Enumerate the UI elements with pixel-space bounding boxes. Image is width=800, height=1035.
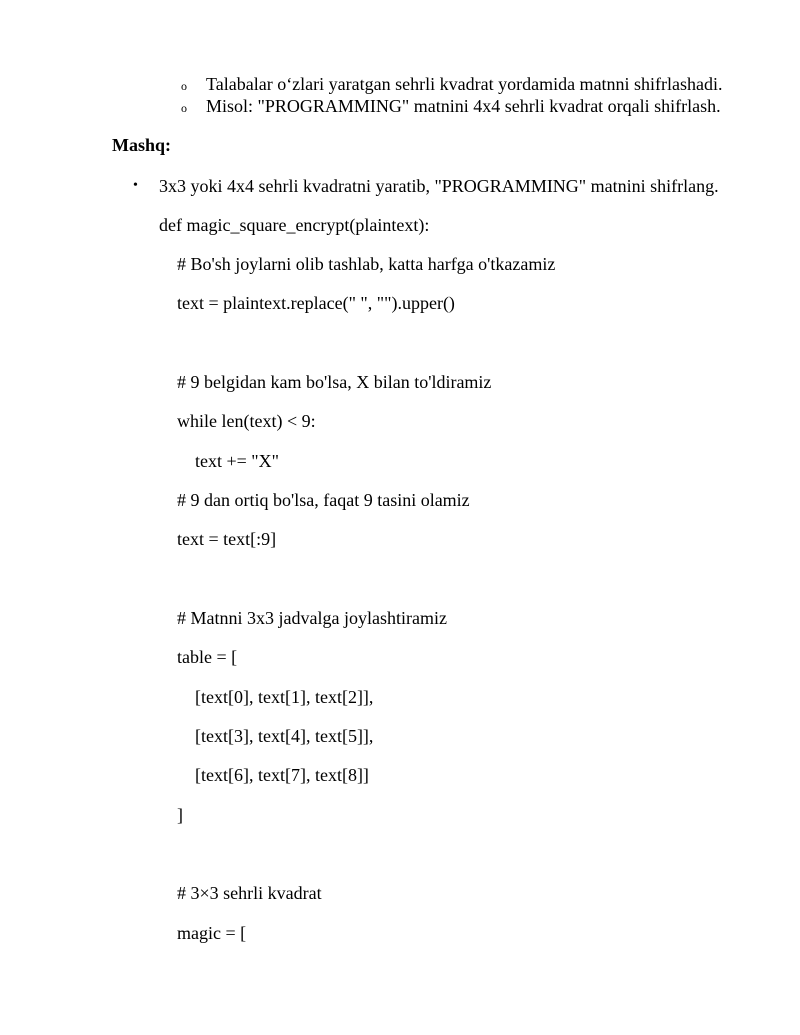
sub-list-item: Misol: "PROGRAMMING" matnini 4x4 sehrli kvadrat orqali shifrlash. — [206, 96, 721, 116]
code-line: magic = [ — [177, 923, 247, 943]
sub-bullet-icon: o — [181, 101, 187, 115]
code-line: # 9 belgidan kam bo'lsa, X bilan to'ldiramiz — [177, 372, 492, 392]
code-line: text = plaintext.replace(" ", "").upper() — [177, 293, 455, 313]
code-line: # 9 dan ortiq bo'lsa, faqat 9 tasini olamiz — [177, 490, 470, 510]
code-line: text += "X" — [195, 451, 279, 471]
code-line: # 3×3 sehrli kvadrat — [177, 883, 322, 903]
code-line: text = text[:9] — [177, 529, 277, 549]
bullet-icon: • — [133, 178, 138, 193]
code-line: table = [ — [177, 647, 238, 667]
code-line: [text[3], text[4], text[5]], — [195, 726, 374, 746]
sub-bullet-icon: o — [181, 79, 187, 93]
code-line: # Bo'sh joylarni olib tashlab, katta harfga o'tkazamiz — [177, 254, 556, 274]
code-line: ] — [177, 805, 183, 825]
code-line: # Matnni 3x3 jadvalga joylashtiramiz — [177, 608, 447, 628]
code-line: def magic_square_encrypt(plaintext): — [159, 215, 430, 235]
code-line: while len(text) < 9: — [177, 411, 316, 431]
task-text: 3x3 yoki 4x4 sehrli kvadratni yaratib, "PROGRAMMING" matnini shifrlang. — [159, 176, 719, 196]
sub-list-item: Talabalar o‘zlari yaratgan sehrli kvadrat yordamida matnni shifrlashadi. — [206, 74, 723, 94]
code-line: [text[0], text[1], text[2]], — [195, 687, 374, 707]
section-heading: Mashq: — [112, 135, 172, 155]
code-line: [text[6], text[7], text[8]] — [195, 765, 369, 785]
